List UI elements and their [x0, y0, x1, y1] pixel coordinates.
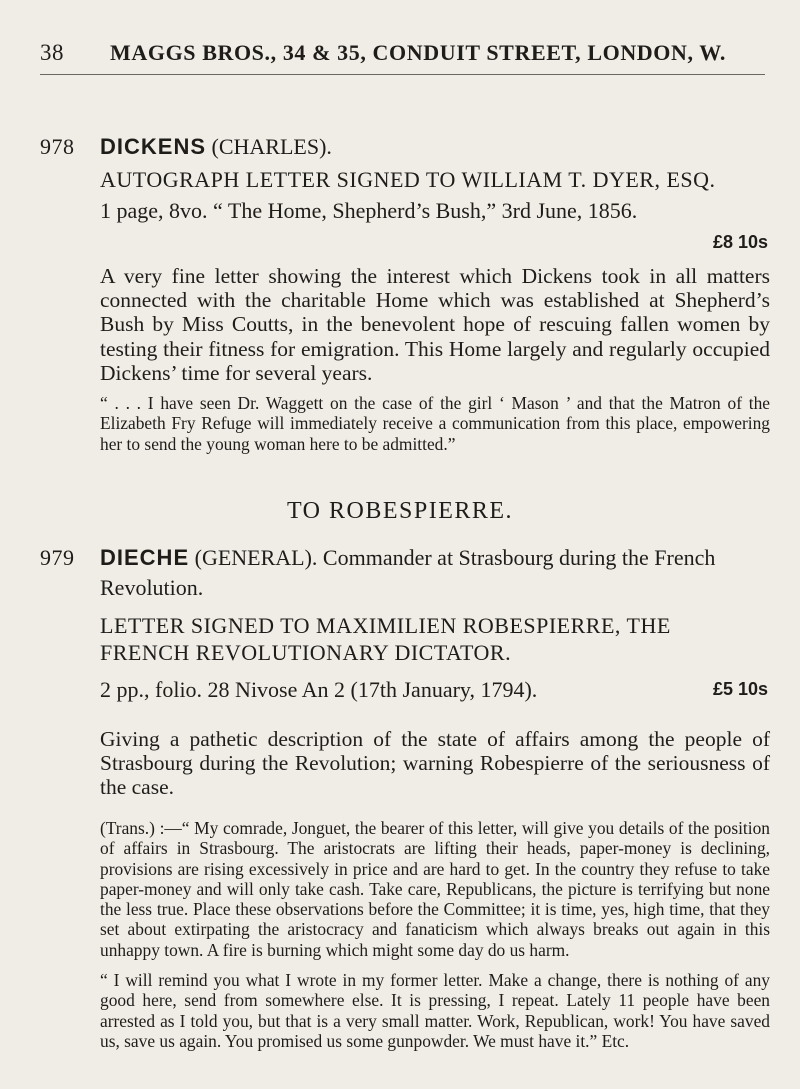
- lot-979-translation-2: “ I will remind you what I wrote in my former letter. Make a change, there is nothing of any good here, send from somewhere else. It is pressing, I repeat. Lately 11 people have been arrested as I told you, but that is a very small matter. Work, Republican, work! You have saved us, save us again. You promised us some gunpowder. We must have it.” Etc.: [100, 970, 770, 1051]
- lot-978-description: A very fine letter showing the interest which Dickens took in all matters connected with the charitable Home which was established at Shepherd’s Bush by Miss Coutts, in the benevolent hope of rescuing fallen women by testing their fitness for emigration. This Home largely and regularly occupied Dickens’ time for several years.: [100, 264, 770, 385]
- lot-heading: [100, 545, 770, 571]
- section-title: TO ROBESPIERRE.: [286, 498, 514, 524]
- lot-979-title-line2: FRENCH REVOLUTIONARY DICTATOR.: [100, 640, 512, 665]
- lot-979-translation-1: (Trans.) :—“ My comrade, Jonguet, the bearer of this letter, will give you details of the position of affairs in Strasbourg. The aristocrats are lifting their heads, paper-money is declining, provisions are rising excessively in price and are hard to get. In the country they refuse to take paper-money and will only take cash. Take care, Republicans, the picture is terrifying but none the less true. Place these observations before the Committee; it is time, yes, high time, that they set about extirpating the aristocracy and fanaticism which always breaks out again in this unhappy town. A fire is burning which might some day do us harm.: [100, 818, 770, 960]
- lot-author: DIECHE: [100, 545, 190, 570]
- lot-978-price: £8 10s: [712, 232, 768, 252]
- lot-heading: [100, 134, 770, 160]
- lot-author-rest: (GENERAL). Commander at Strasbourg during the French: [189, 545, 716, 570]
- page-number: 38: [40, 40, 64, 65]
- lot-number: 979: [40, 545, 75, 570]
- lot-author-rest: (CHARLES).: [206, 134, 332, 159]
- lot-979-title-line1: LETTER SIGNED TO MAXIMILIEN ROBESPIERRE, THE: [100, 613, 671, 638]
- running-head: MAGGS BROS., 34 & 35, CONDUIT STREET, LONDON, W.: [110, 40, 726, 65]
- header-rule: [40, 74, 765, 75]
- lot-979-price: £5 10s: [712, 679, 768, 699]
- lot-978-quote: “ . . . I have seen Dr. Waggett on the case of the girl ‘ Mason ’ and that the Matron of the Elizabeth Fry Refuge will immediately receive a communication from this place, empowering her to send the young woman here to be admitted.”: [100, 393, 770, 454]
- lot-number: 978: [40, 134, 75, 159]
- lot-author: DICKENS: [100, 134, 207, 159]
- lot-979-author-cont: Revolution.: [100, 575, 204, 600]
- lot-978-details: 1 page, 8vo. “ The Home, Shepherd’s Bush,” 3rd June, 1856.: [100, 198, 638, 223]
- lot-979-description: Giving a pathetic description of the state of affairs among the people of Strasbourg during the Revolution; warning Robespierre of the seriousness of the case.: [100, 727, 770, 800]
- lot-978-title: AUTOGRAPH LETTER SIGNED TO WILLIAM T. DYER, ESQ.: [100, 167, 716, 192]
- page-header: [0, 40, 800, 74]
- lot-979-details: 2 pp., folio. 28 Nivose An 2 (17th January, 1794).: [100, 677, 538, 702]
